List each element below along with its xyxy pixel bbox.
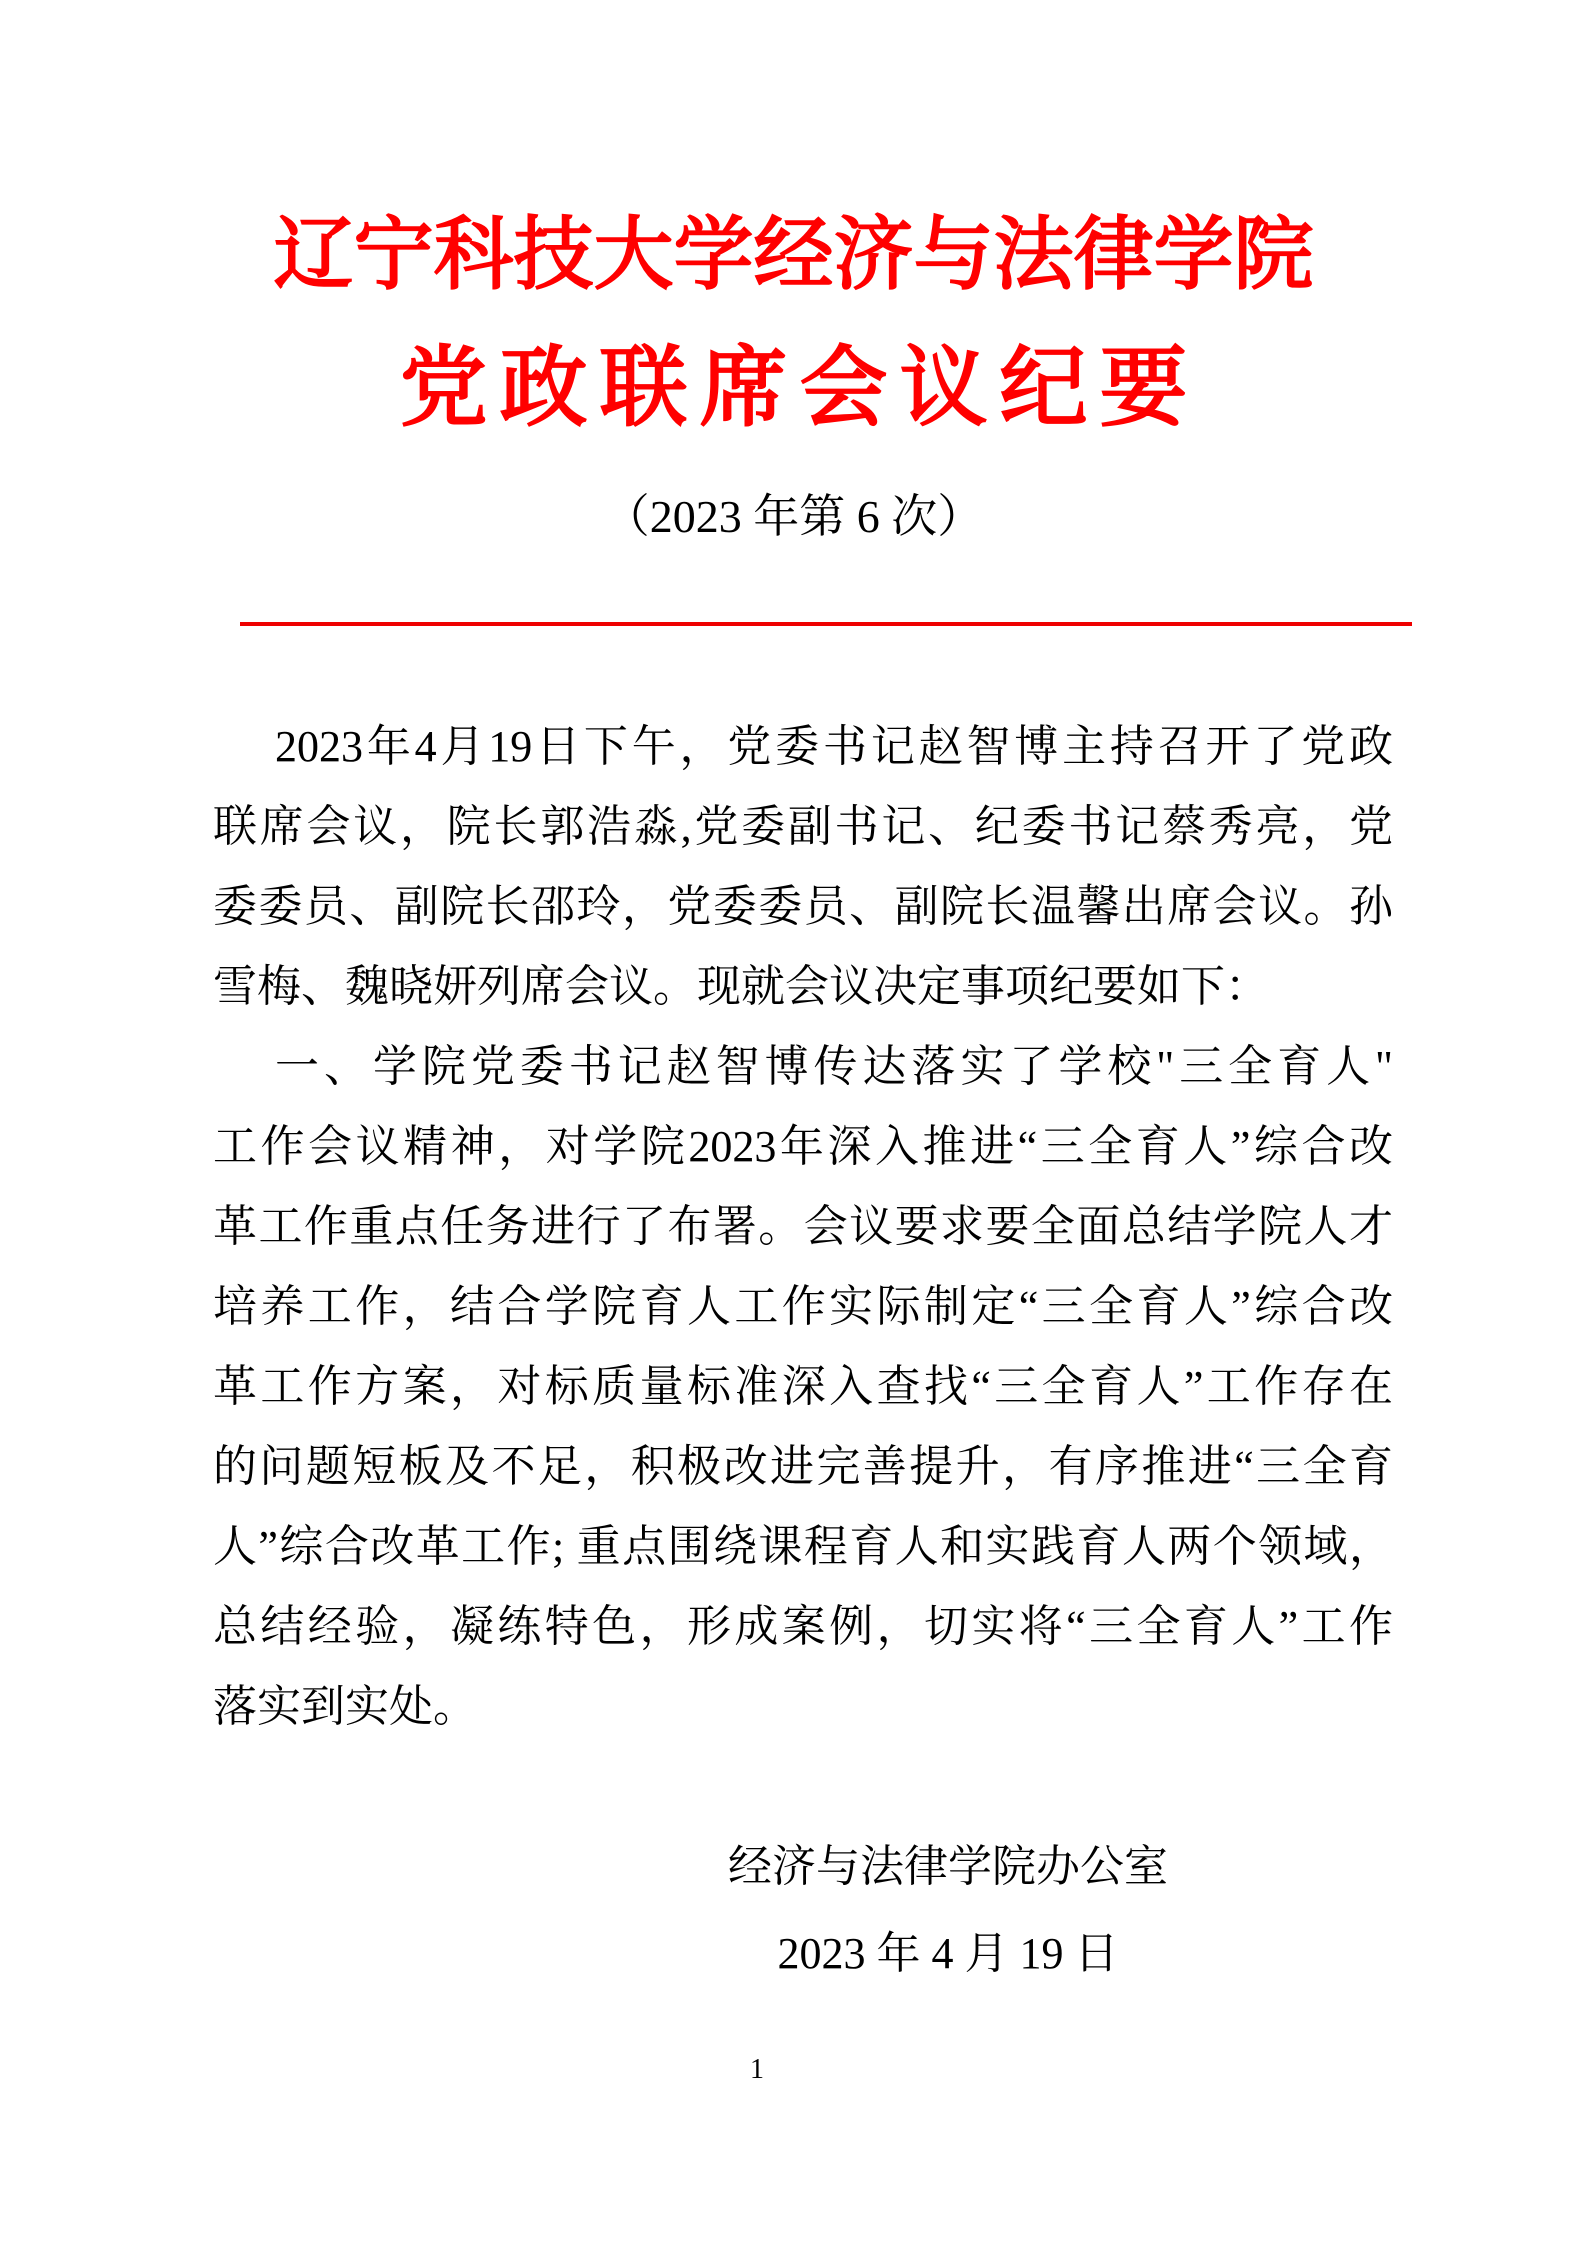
body-line: 培养工作，结合学院育人工作实际制定“三全育人”综合改	[213, 1282, 1393, 1331]
body-line: 2023年4月19日下午，党委书记赵智博主持召开了党政	[275, 722, 1393, 771]
body-line: 的问题短板及不足，积极改进完善提升，有序推进“三全育	[213, 1442, 1393, 1491]
body-line: 委委员、副院长邵玲，党委委员、副院长温馨出席会议。孙	[213, 882, 1393, 931]
page-number: 1	[750, 2054, 764, 2085]
document-subtitle: 党政联席会议纪要	[399, 338, 1200, 437]
document-title: 辽宁科技大学经济与法律学院	[273, 210, 1314, 299]
signoff-office: 经济与法律学院办公室	[728, 1842, 1168, 1891]
body-line: 革工作方案，对标质量标准深入查找“三全育人”工作存在	[213, 1362, 1393, 1411]
body-line: 革工作重点任务进行了布署。会议要求要全面总结学院人才	[213, 1202, 1393, 1251]
body-line: 人”综合改革工作; 重点围绕课程育人和实践育人两个领域，	[213, 1522, 1393, 1571]
signature-block	[728, 1823, 1168, 1997]
body-line: 工作会议精神，对学院2023年深入推进“三全育人”综合改	[213, 1122, 1393, 1171]
body-line: 雪梅、魏晓妍列席会议。现就会议决定事项纪要如下：	[213, 962, 1269, 1011]
body-line: 联席会议，院长郭浩淼,党委副书记、纪委书记蔡秀亮，党	[213, 802, 1393, 851]
document-body	[213, 707, 1393, 1747]
body-line: 落实到实处。	[213, 1682, 477, 1731]
body-line: 一、学院党委书记赵智博传达落实了学校"三全育人"	[275, 1042, 1393, 1091]
red-divider-line	[240, 622, 1412, 626]
signoff-date: 2023 年 4 月 19 日	[777, 1929, 1119, 1978]
body-line: 总结经验，凝练特色，形成案例，切实将“三全育人”工作	[213, 1602, 1393, 1651]
session-number: （2023 年第 6 次）	[603, 491, 984, 542]
